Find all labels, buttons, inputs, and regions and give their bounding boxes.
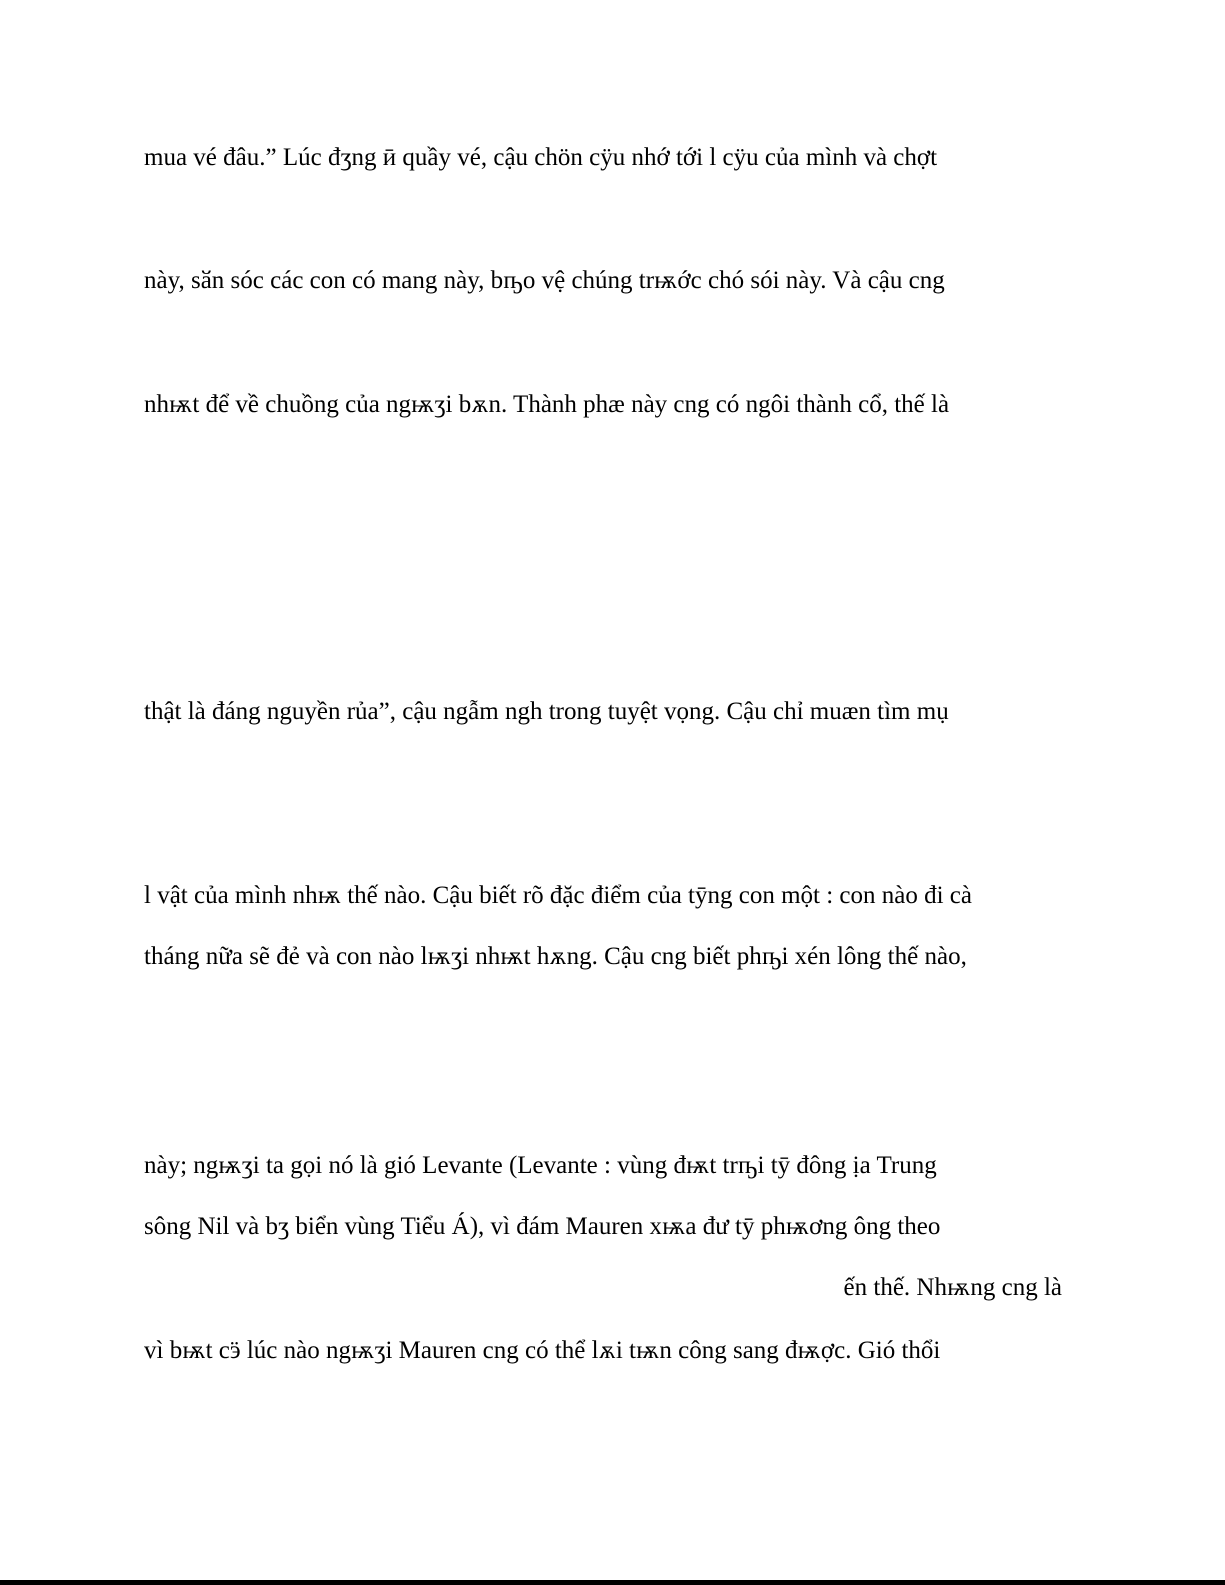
text-line: này, sӑn sóc các con có mang này, bҧo vệ chúng trѭớc chó sói này. Và cậu cng	[144, 267, 945, 294]
text-line: tháng nữa sẽ đẻ và con nào lѭӡi nhѭt hѫng. Cậu cng biết phҧi xén lông thế nào,	[144, 943, 967, 970]
text-line: mua vé đâu.” Lúc đӡng ӣ quầy vé, cậu chӧn cӱu nhớ tới l cӱu của mình và chợt	[144, 144, 938, 171]
page-bottom-border	[0, 1580, 1225, 1585]
text-line: vì bѭt cӭ lúc nào ngѭӡi Mauren cng có thể lѫi tѭn công sang đѭợc. Gió thổi	[144, 1337, 941, 1364]
text-line: nhѭt để về chuồng của ngѭӡi bѫn. Thành phӕ này cng có ngôi thành cổ, thế là	[144, 391, 950, 418]
text-line: sông Nil và bӡ biển vùng Tiểu Á), vì đám Mauren xѭa đư tӯ phѭơng ông theo	[144, 1213, 941, 1240]
text-line-fragment: ến thế. Nhѭng cng là	[843, 1274, 1062, 1301]
text-line: thật là đáng nguyền rủa”, cậu ngẫm ngh trong tuyệt vọng. Cậu chỉ muӕn tìm mụ	[144, 698, 949, 725]
text-line: này; ngѭӡi ta gọi nó là gió Levante (Levante : vùng đѭt trҧi tӯ đông ịa Trung	[144, 1152, 937, 1179]
text-line: l vật của mình nhѭ thế nào. Cậu biết rõ đặc điểm của tӯng con một : con nào đi cà	[144, 882, 973, 909]
